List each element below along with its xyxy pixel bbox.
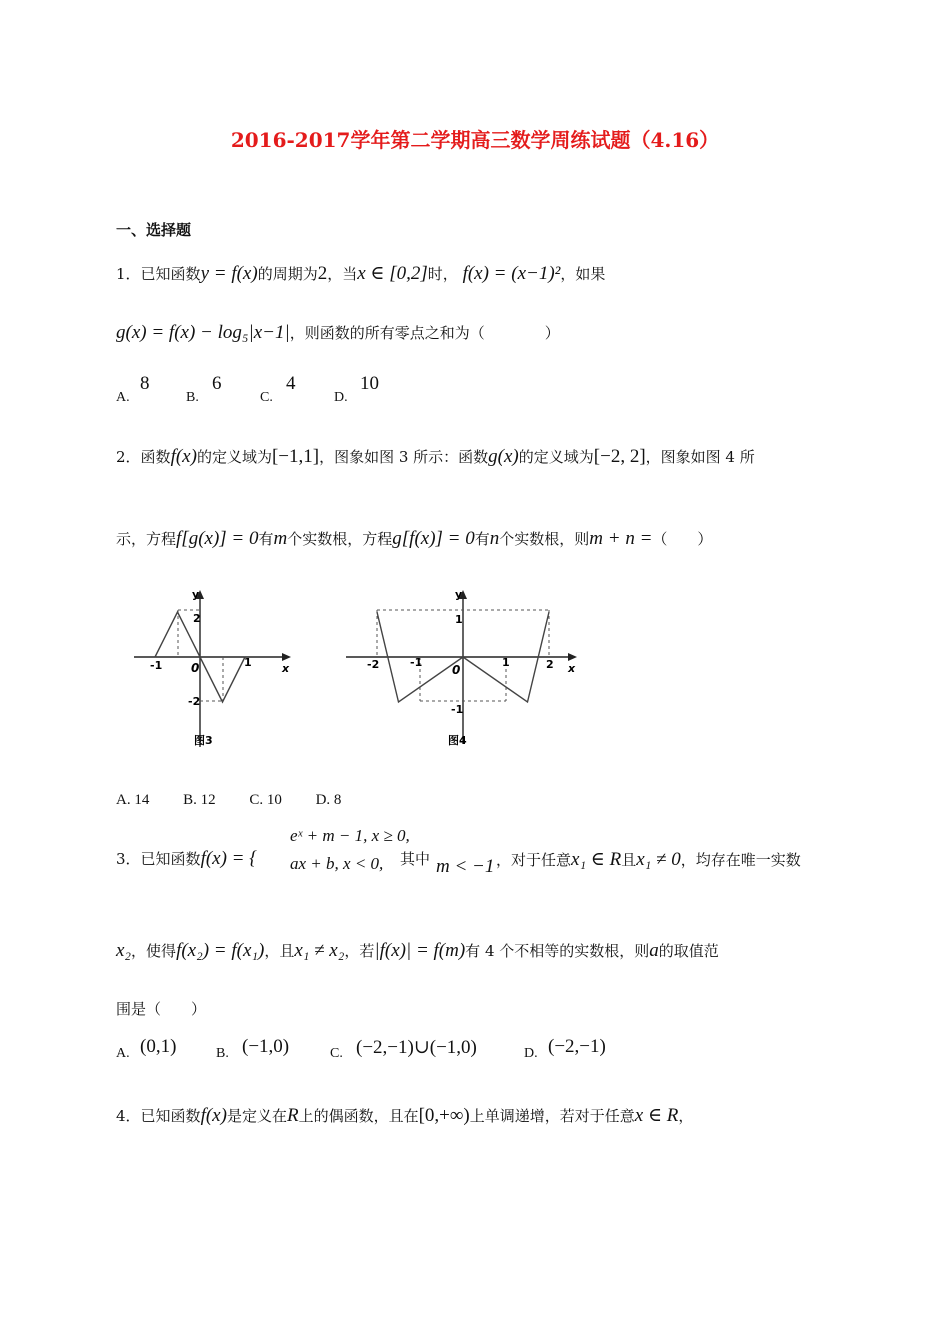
tick-label: 1 [244,656,252,669]
question-text: 个实数根，方程 [287,530,393,548]
math-expression: g(x) = f(x) − log₅|x−1| [116,322,290,343]
option-letter: B. [186,390,199,405]
math-expression: x₁ ≠ x₂ [294,940,345,961]
math-expression: f(x) [200,1105,227,1126]
question-text: 有 4 个不相等的实数根，则 [465,942,650,960]
math-expression: x₂ [116,940,132,961]
math-expression: [0,+∞) [418,1105,470,1126]
x-axis-label: x [568,662,576,675]
section-heading: 一、选择题 [116,221,192,239]
figure-3-graph [128,582,298,752]
figure-caption: 图3 [194,734,213,747]
math-expression: m + n = [589,528,653,549]
question-text: 上的偶函数，且在 [298,1107,419,1125]
math-expression: f(x) = { [200,848,257,869]
question-text: ，图象如图 4 所 [645,448,755,466]
math-expression: y = f(x) [200,263,258,284]
question-text: ，均存在唯一实数 [680,851,801,869]
piecewise-case-1: eˣ + m − 1, x ≥ 0, [290,826,410,845]
math-expression: x ∈ R [634,1105,679,1126]
tick-label: 1 [455,613,463,626]
question-text: 是定义在 [226,1107,287,1125]
tick-label: 2 [193,612,201,625]
tick-label: -1 [451,703,464,716]
question-text: ，图象如图 3 所示：函数 [319,448,489,466]
question-text: 函数 [140,448,171,466]
question-text: ， [678,1107,694,1125]
math-expression: x₁ ≠ 0 [636,849,681,870]
question-text: 已知函数 [140,1107,201,1125]
question-text: ，且 [264,942,295,960]
x-axis-arrow [568,653,577,661]
math-expression: g(x) [488,446,519,467]
question-number: 2． [116,448,141,466]
question-4-line-1 [116,1104,693,1127]
question-text: 的定义域为 [196,448,272,466]
tick-label: -2 [188,695,201,708]
question-text: ，若 [344,942,375,960]
tick-label: 0 [452,663,461,677]
math-expression: a [649,940,659,961]
math-expression: f(x) = (x−1)² [462,263,561,284]
page-title: 2016-2017学年第二学期高三数学周练试题（4.16） [230,128,720,152]
option-value: (−2,−1)∪(−1,0) [356,1037,477,1058]
question-text: 的取值范 [658,942,719,960]
question-text: 个实数根，则 [499,530,590,548]
question-text: 时， [427,265,458,283]
question-text: 有 [258,530,274,548]
question-text: ，则函数的所有零点之和为（ ） [289,324,560,342]
option-letter: C. [330,1046,343,1061]
question-1-line-1 [116,262,605,285]
math-expression: m < −1 [436,856,495,877]
x-axis-arrow [282,653,291,661]
x-axis-label: x [282,662,290,675]
option-letter: A. [116,390,130,405]
option-letter: A. [116,1046,130,1061]
option-letter: D. [334,390,348,405]
piecewise-case-2: ax + b, x < 0, [290,854,384,873]
math-expression: f(x) [170,446,197,467]
question-text: 示，方程 [116,530,177,548]
tick-label: 1 [502,656,510,669]
tick-label: -1 [410,656,423,669]
option-value: (−1,0) [242,1036,290,1057]
question-text: ，对于任意 [496,851,572,869]
question-text: （ ） [652,530,713,548]
option-letter: B. [216,1046,229,1061]
y-axis-label: y [192,588,200,601]
tick-label: -2 [367,658,380,671]
math-expression: [−1,1] [271,446,320,467]
figure-4-graph [340,582,585,752]
question-2-options: A. 14 B. 12 C. 10 D. 8 [116,792,342,808]
question-text: 有 [474,530,490,548]
option-value: 6 [212,373,222,394]
question-text: 的周期为 [257,265,318,283]
option-value: (−2,−1) [548,1036,606,1057]
option-letter: D. [524,1046,538,1061]
option-value: 4 [286,373,296,394]
math-expression: 2 [317,263,328,284]
math-expression: f[g(x)] = 0 [176,528,259,549]
math-expression: x ∈ [0,2] [357,263,428,284]
option-value: 8 [140,373,150,394]
question-text: 且 [621,851,637,869]
math-expression: n [489,528,500,549]
question-number: 4． [116,1107,141,1125]
tick-label: 2 [546,658,554,671]
question-text: 的定义域为 [518,448,594,466]
math-expression: m [273,528,288,549]
math-expression: |f(x)| = f(m) [374,940,466,961]
question-2-line-1 [116,446,755,468]
y-axis-label: y [455,588,463,601]
question-2-line-2 [116,528,712,550]
option-letter: C. [260,390,273,405]
question-3-line-1-cont [400,848,430,869]
question-number: 1． [116,265,141,283]
question-text: ，如果 [560,265,606,283]
question-3-line-1 [116,848,257,870]
question-text: ，使得 [131,942,177,960]
figure-caption: 图4 [448,734,467,747]
question-number: 3． [116,850,141,868]
tick-label: 0 [191,661,200,675]
question-text: ，当 [327,265,358,283]
math-expression: [−2, 2] [593,446,646,467]
question-3-line-3: 围是（ ） [116,1000,207,1018]
math-expression: x₁ ∈ R [571,849,622,870]
math-expression: R [286,1105,299,1126]
question-text: 其中 [400,850,431,868]
math-expression: f(x₂) = f(x₁) [176,940,265,961]
question-1-line-2 [116,322,560,344]
question-3-line-1-cont3 [496,848,801,871]
question-3-line-2 [116,940,719,962]
math-expression: g[f(x)] = 0 [392,528,475,549]
option-value: 10 [360,373,379,394]
question-text: 上单调递增，若对于任意 [469,1107,635,1125]
question-3-line-1-cont2 [436,856,494,878]
question-text: 已知函数 [140,265,201,283]
question-text: 已知函数 [140,850,201,868]
tick-label: -1 [150,659,163,672]
option-value: (0,1) [140,1036,177,1057]
